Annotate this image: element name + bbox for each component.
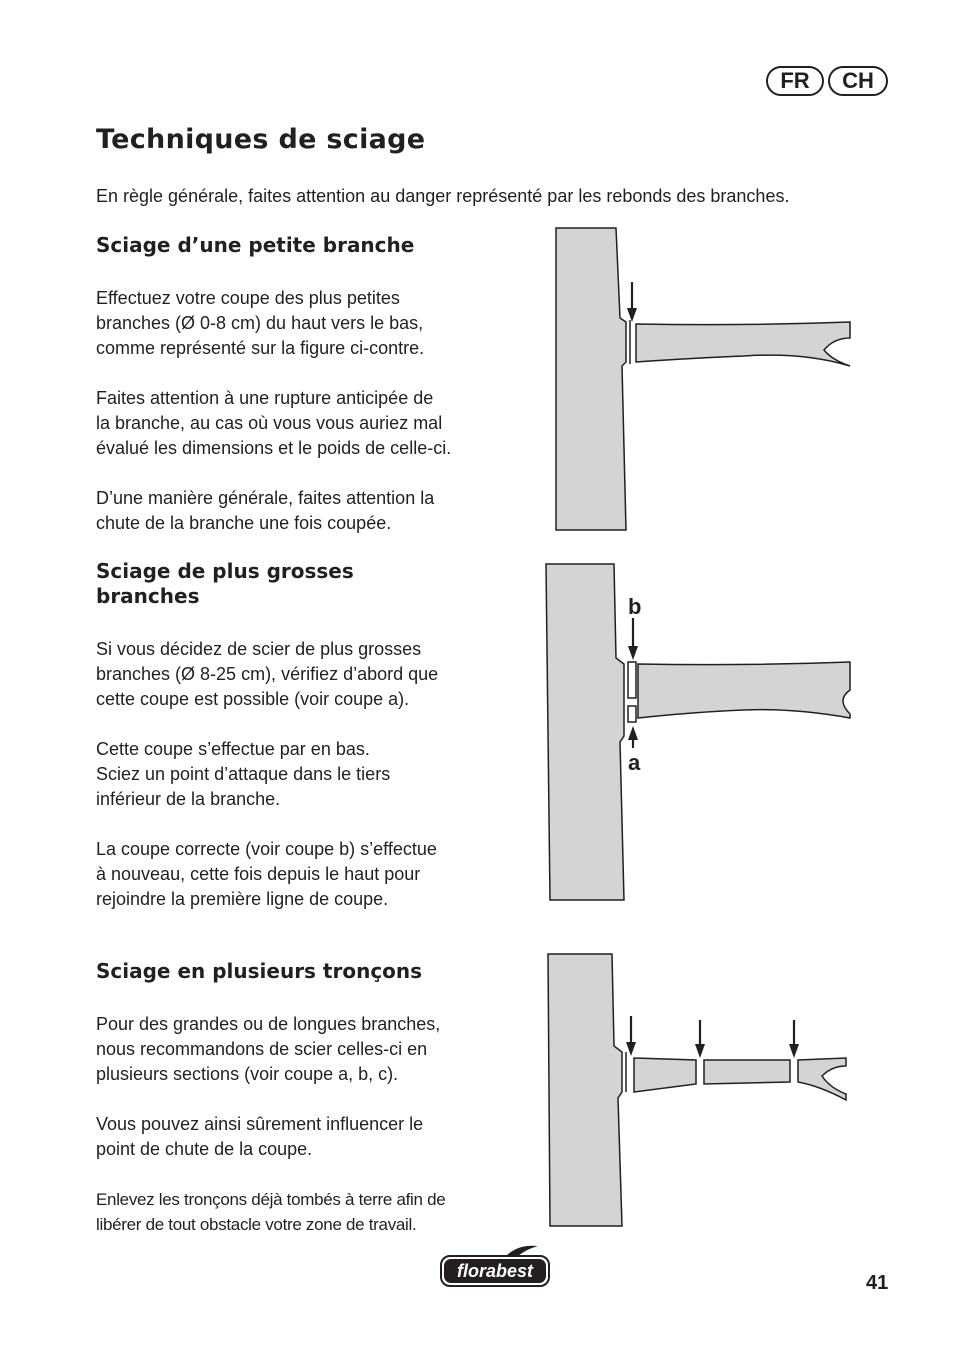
- section-multiple-pieces: [96, 959, 506, 1237]
- cut-label-b: b: [628, 594, 642, 619]
- section-small-branch: [96, 233, 506, 536]
- intro-text: En règle générale, faites attention au danger représenté par les rebonds des branches.: [96, 186, 790, 206]
- page-title: Techniques de sciage: [96, 124, 426, 155]
- paragraph: Enlevez les tronçons déjà tombés à terre afin de libérer de tout obstacle votre zone de travail.: [96, 1190, 446, 1234]
- up-arrow-icon: [628, 726, 638, 748]
- cut-label-a: a: [628, 750, 641, 775]
- down-arrow-icon: [628, 618, 638, 660]
- section-heading: Sciage en plusieurs tronçons: [96, 959, 423, 983]
- florabest-logo: [438, 1244, 552, 1292]
- branch: [638, 662, 850, 718]
- paragraph: Vous pouvez ainsi sûrement influencer le point de chute de la coupe.: [96, 1114, 424, 1159]
- tree-trunk: [546, 564, 624, 900]
- paragraph: Pour des grandes ou de longues branches, nous recommandons de scier celles-ci en plusieurs sections (voir coupe a, b, c).: [96, 1014, 441, 1084]
- language-badges: [766, 66, 888, 96]
- cut-a-gap: [628, 706, 636, 722]
- lang-badge-ch: CH: [828, 66, 888, 96]
- tree-trunk: [548, 954, 622, 1226]
- down-arrow-icon: [626, 1016, 636, 1056]
- lang-badge-fr: FR: [766, 66, 824, 96]
- small-branch-cut-illustration: [544, 226, 854, 532]
- down-arrow-icon: [695, 1020, 705, 1058]
- paragraph: Si vous décidez de scier de plus grosses branches (Ø 8-25 cm), vérifiez d’abord que cette coupe est possible (voir coupe a).: [96, 639, 439, 709]
- tree-trunk: [556, 228, 626, 530]
- paragraph: La coupe correcte (voir coupe b) s’effectue à nouveau, cette fois depuis le haut pour rejoindre la première ligne de coupe.: [96, 839, 437, 909]
- down-arrow-icon: [789, 1020, 799, 1058]
- cut-b-gap: [628, 662, 636, 698]
- section-large-branch: [96, 559, 506, 912]
- page-number: 41: [866, 1272, 889, 1294]
- branch-section-1: [634, 1058, 696, 1092]
- logo-wordmark: florabest: [456, 1261, 534, 1281]
- large-branch-cut-illustration: [544, 562, 854, 902]
- paragraph: Cette coupe s’effectue par en bas. Sciez un point d’attaque dans le tiers inférieur de la branche.: [96, 739, 391, 809]
- section-heading: Sciage d’une petite branche: [96, 233, 415, 257]
- paragraph: Effectuez votre coupe des plus petites branches (Ø 0-8 cm) du haut vers le bas, comme représenté sur la figure ci-contre.: [96, 288, 425, 358]
- paragraph: D’une manière générale, faites attention la chute de la branche une fois coupée.: [96, 488, 435, 533]
- down-arrow-icon: [627, 282, 637, 322]
- branch-section-2: [704, 1060, 790, 1084]
- branch: [636, 322, 850, 366]
- paragraph: Faites attention à une rupture anticipée de la branche, au cas où vous vous auriez mal évalué les dimensions et le poids de celle-ci.: [96, 388, 452, 458]
- branch-section-3: [798, 1058, 846, 1100]
- section-heading: Sciage de plus grosses branches: [96, 559, 354, 608]
- multiple-sections-cut-illustration: [544, 952, 854, 1228]
